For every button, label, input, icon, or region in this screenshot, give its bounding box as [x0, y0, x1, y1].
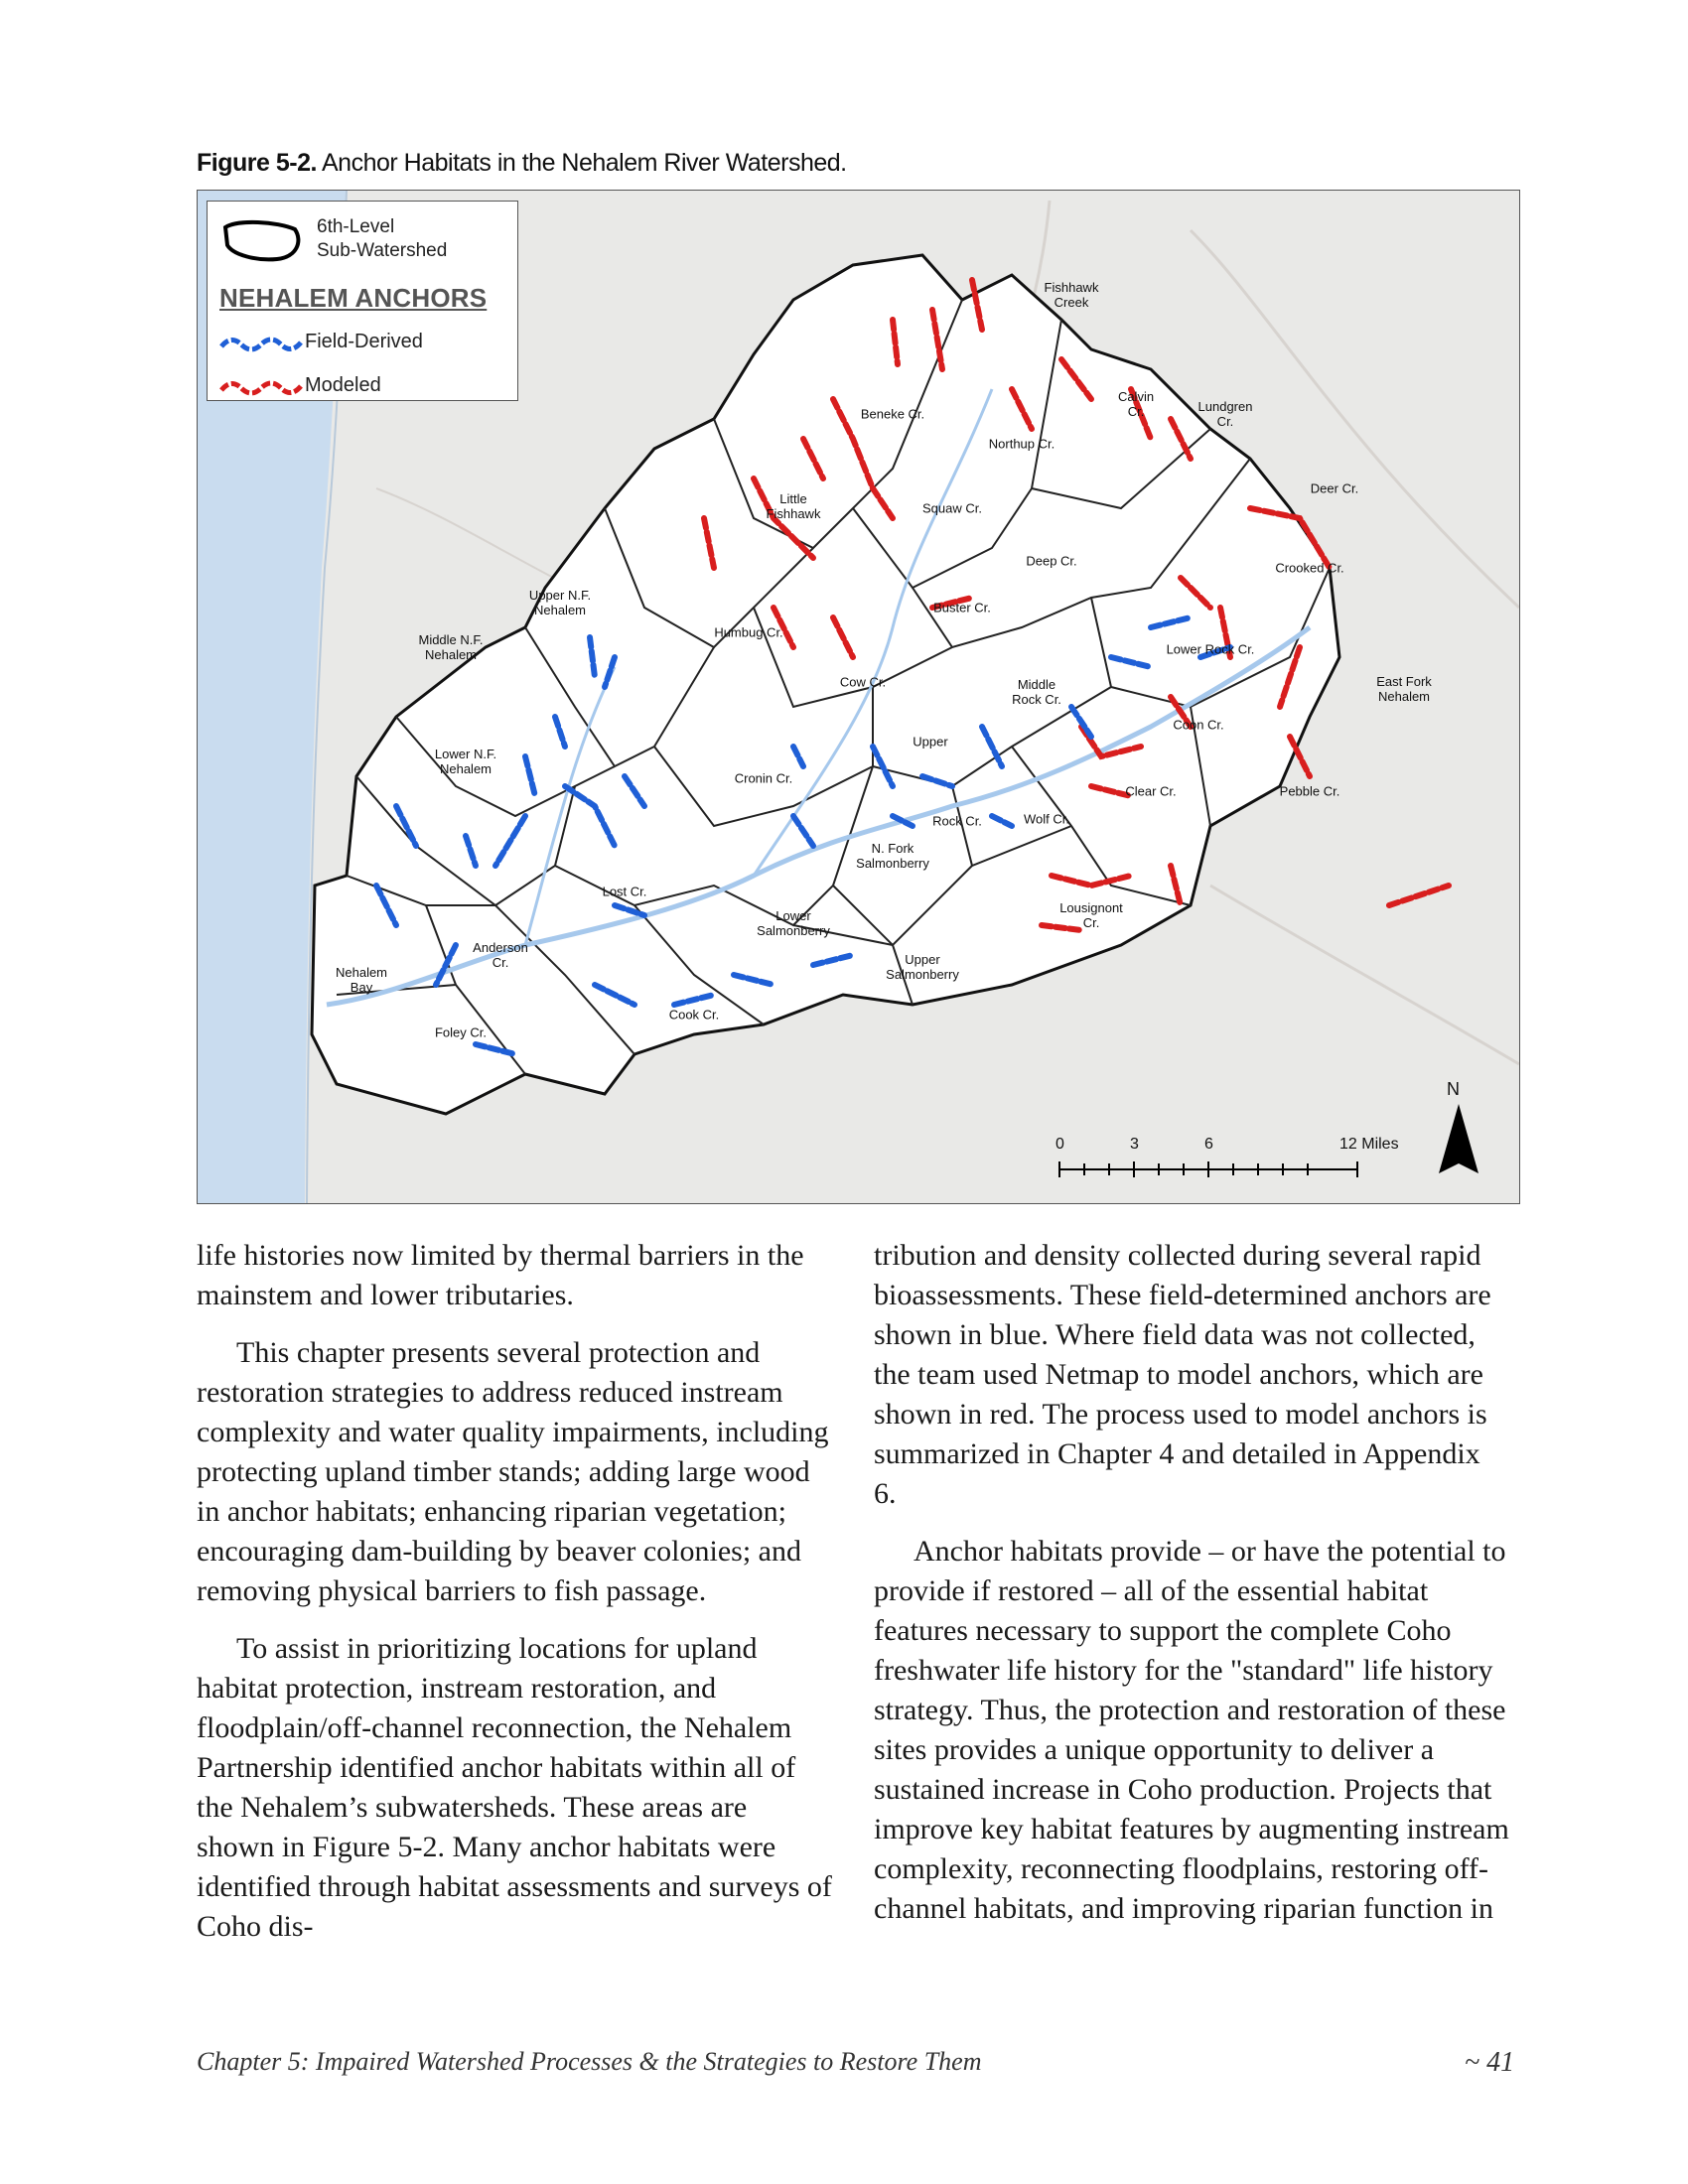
- subwatershed-label: Clear Cr.: [1125, 783, 1177, 799]
- modeled-label: Modeled: [305, 374, 381, 396]
- subwatershed-label: Humbug Cr.: [714, 624, 783, 640]
- subwatershed-label: Anderson Cr.: [473, 940, 528, 970]
- subwatershed-label: Coon Cr.: [1173, 717, 1224, 733]
- subwatershed-label: Deep Cr.: [1026, 553, 1077, 569]
- subwatershed-label: Nehalem Bay: [335, 965, 388, 995]
- scale-tick-6: 6: [1204, 1136, 1213, 1153]
- right-paragraph-2: Anchor habitats provide – or have the potential to provide if restored – all of the essential habitat features necessary to support the complete Coho freshwater life history for the "standard" life history strategy. Thus, the protection and restoration of these sites provides a unique opportunity to deliver a sustained increase in Coho production. Projects that improve key habitat features by augmenting instream complexity, reconnecting floodplains, restoring off-channel habitats, and improving riparian function in: [874, 1535, 1509, 1925]
- subwatershed-label: Upper Salmonberry: [886, 952, 959, 982]
- subwatershed-label: Buster Cr.: [933, 600, 991, 615]
- left-paragraph-3: To assist in prioritizing locations for upland habitat protection, instream restoration, and floodplain/off-channel reconnection, the Nehalem Partnership identified anchor habitats within all of the Nehalem’s subwatersheds. These areas are shown in Figure 5-2. Many anchor habitats were identified through habitat assessments and surveys of Coho dis-: [197, 1632, 832, 1943]
- subwatershed-label: Calvin Cr.: [1117, 389, 1155, 419]
- field-derived-swatch: [219, 333, 303, 352]
- subwatershed-swatch: [217, 215, 307, 265]
- modeled-swatch: [219, 376, 303, 396]
- chapter-footer: Chapter 5: Impaired Watershed Processes & the Strategies to Restore Them: [197, 2047, 982, 2076]
- page-number: ~ 41: [1465, 2047, 1515, 2078]
- subwatershed-label: Upper N.F. Nehalem: [528, 588, 592, 617]
- legend-heading: NEHALEM ANCHORS: [219, 283, 488, 313]
- right-column: [874, 1236, 1509, 1947]
- subwatershed-label: Fishhawk Creek: [1044, 280, 1099, 310]
- subwatershed-label: Northup Cr.: [988, 436, 1055, 452]
- subwatershed-label: Cronin Cr.: [734, 770, 793, 786]
- figure-caption: [197, 149, 847, 178]
- subwatershed-label: Lundgren Cr.: [1197, 399, 1253, 429]
- figure-number: Figure 5-2.: [197, 149, 317, 177]
- right-paragraph-1: tribution and density collected during several rapid bioassessments. These field-determined anchors are shown in blue. Where field data was not collected, the team used Netmap to model anchors, which are shown in red. The process used to model anchors is summarized in Chapter 4 and detailed in Appendix 6.: [874, 1239, 1491, 1510]
- scale-tick-0: 0: [1055, 1136, 1064, 1153]
- left-column: [197, 1236, 832, 1965]
- subwatershed-label: Beneke Cr.: [860, 406, 925, 422]
- subwatershed-label: Middle Rock Cr.: [1012, 677, 1061, 707]
- subwatershed-label: Rock Cr.: [932, 813, 982, 829]
- subwatershed-label: Lower N.F. Nehalem: [434, 747, 497, 776]
- scale-tick-12: 12 Miles: [1339, 1136, 1399, 1153]
- subwatershed-label: Lower Salmonberry: [757, 908, 830, 938]
- subwatershed-label: Crooked Cr.: [1275, 560, 1344, 576]
- subwatershed-label: Lousignont Cr.: [1059, 900, 1123, 930]
- subwatershed-label: Wolf Cr.: [1024, 811, 1069, 827]
- subwatershed-label: Deer Cr.: [1310, 480, 1359, 496]
- subwatershed-label: Squaw Cr.: [922, 500, 982, 516]
- field-derived-label: Field-Derived: [305, 331, 423, 352]
- subwatershed-label: Middle N.F. Nehalem: [418, 632, 484, 662]
- subwatershed-label: Upper: [913, 734, 948, 750]
- subwatershed-label: Lost Cr.: [602, 884, 647, 899]
- scale-tick-3: 3: [1130, 1136, 1139, 1153]
- figure-title: Anchor Habitats in the Nehalem River Watershed.: [322, 149, 847, 177]
- subwatershed-label: Pebble Cr.: [1279, 783, 1340, 799]
- subwatershed-label: Cow Cr.: [839, 674, 887, 690]
- subwatershed-label: 6th-Level Sub-Watershed: [317, 216, 448, 261]
- subwatershed-label: Cook Cr.: [668, 1007, 720, 1023]
- subwatershed-label: Lower Rock Cr.: [1166, 641, 1255, 657]
- map-legend: [207, 201, 518, 401]
- subwatershed-label: Little Fishhawk: [766, 491, 821, 521]
- north-label: N: [1447, 1079, 1460, 1099]
- subwatershed-label: East Fork Nehalem: [1376, 674, 1432, 704]
- subwatershed-label: Foley Cr.: [434, 1024, 488, 1040]
- left-paragraph-1: life histories now limited by thermal barriers in the mainstem and lower tributaries.: [197, 1239, 804, 1311]
- subwatershed-label: N. Fork Salmonberry: [856, 841, 929, 871]
- left-paragraph-2: This chapter presents several protection and restoration strategies to address reduced instream complexity and water quality impairments, including protecting upland timber stands; adding large wood in anchor habitats; enhancing riparian vegetation; encouraging dam-building by beaver colonies; and removing physical barriers to fish passage.: [197, 1336, 829, 1607]
